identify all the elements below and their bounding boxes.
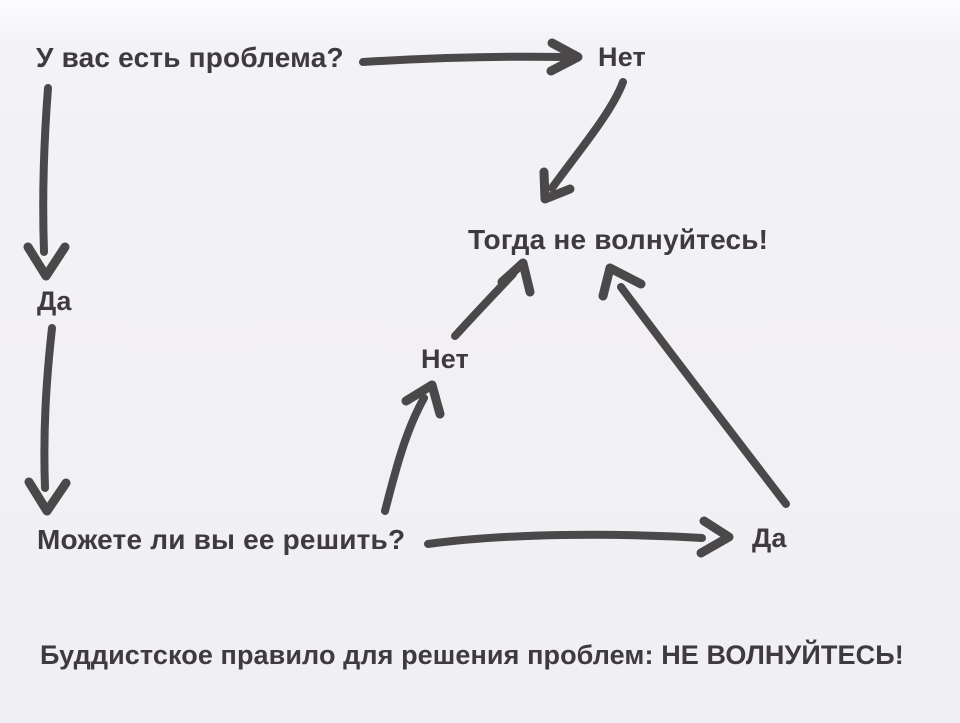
arrow-question1-to-no-top	[363, 43, 578, 71]
arrow-yes-left-to-question2	[29, 328, 66, 511]
node-question2: Можете ли вы ее решить?	[37, 524, 406, 555]
caption-buddhist-rule: Буддистское правило для решения проблем: НЕ ВОЛНУЙТЕСЬ!	[40, 640, 904, 670]
node-then-dont-worry: Тогда не волнуйтесь!	[468, 224, 769, 255]
arrow-question2-to-yes-right	[428, 521, 729, 553]
arrow-question1-to-yes-left	[28, 88, 65, 276]
arrow-question2-to-no-mid	[385, 385, 440, 511]
node-yes-right: Да	[752, 523, 787, 553]
arrow-no-top-to-then	[544, 82, 623, 199]
node-no-mid: Нет	[421, 344, 469, 374]
node-no-top: Нет	[598, 42, 646, 72]
node-question1: У вас есть проблема?	[36, 42, 344, 73]
arrow-no-mid-to-then	[455, 263, 530, 336]
node-yes-left: Да	[37, 286, 72, 316]
arrow-yes-right-to-then	[603, 268, 786, 504]
